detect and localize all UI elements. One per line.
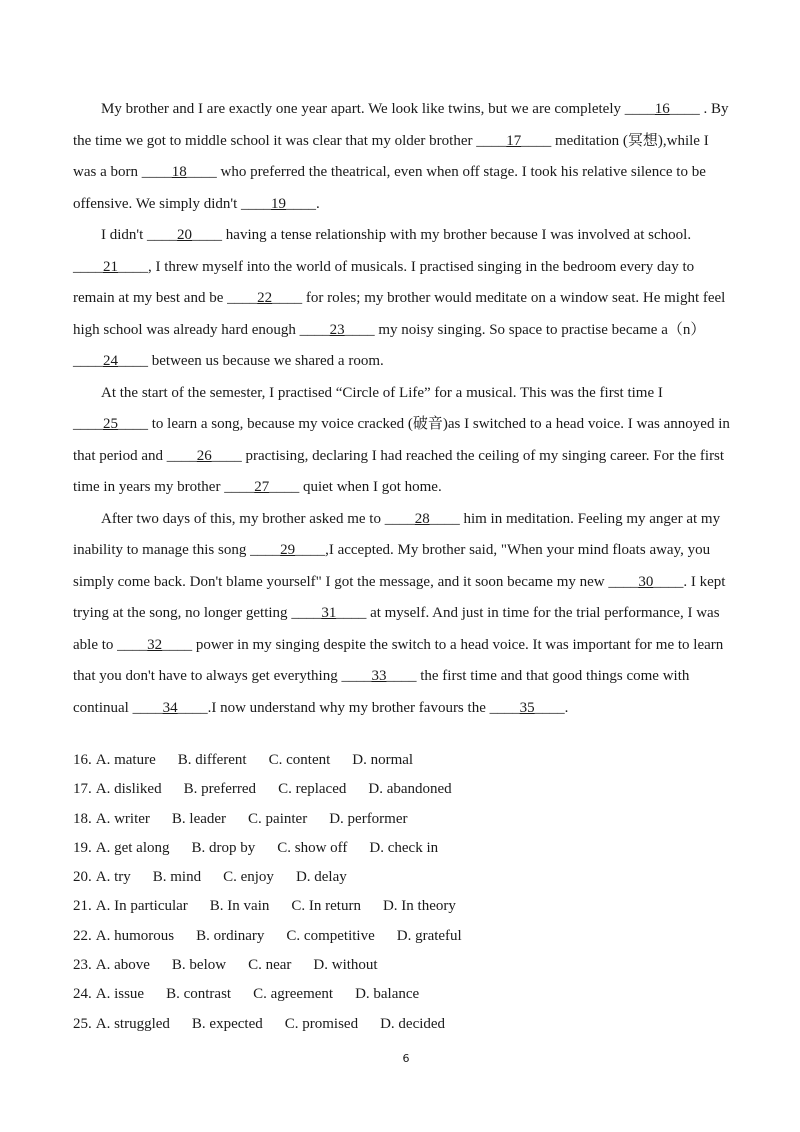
- cloze-blank: [625, 101, 700, 117]
- cloze-blank: [142, 164, 217, 180]
- passage-text: practising, declaring I had reached the ceiling of my singing career. For the first time in years my brother: [73, 447, 725, 495]
- answer-choice: D. check in: [369, 839, 439, 856]
- question-row: [73, 863, 733, 892]
- blank-line: ____: [336, 605, 367, 621]
- blank-line: ____: [286, 195, 317, 212]
- question-row: [73, 746, 733, 775]
- answer-choice: B. drop by: [191, 839, 256, 856]
- blank-line: ____: [250, 542, 281, 558]
- blank-line: ____: [299, 321, 330, 338]
- blank-number: 21: [103, 258, 118, 275]
- passage-text: At the start of the semester, I practised “Circle of Life” for a musical. This was the first time I: [101, 384, 663, 401]
- answer-choice: B. preferred: [183, 781, 257, 798]
- blank-line: ____: [534, 699, 565, 716]
- blank-number: 20: [177, 227, 193, 243]
- passage-text: quiet when I got home.: [299, 479, 442, 495]
- blank-line: ____: [669, 101, 700, 117]
- question-number: 20.: [73, 869, 92, 886]
- answer-choice: D. decided: [380, 1015, 446, 1032]
- answer-choice: C. agreement: [253, 986, 334, 1003]
- cloze-blank: [490, 700, 565, 716]
- blank-number: 16: [654, 101, 670, 117]
- passage-text: ,I accepted. My brother said, "When your mind floats away, you simply come back. Don't blame yourself" I got the message, and it soon became my new: [73, 542, 711, 590]
- answer-choice: D. normal: [352, 752, 414, 768]
- answer-choice: B. mind: [152, 869, 202, 886]
- answer-choice: C. enjoy: [223, 869, 274, 886]
- blank-number: 34: [162, 699, 178, 716]
- answer-choice: D. abandoned: [368, 781, 452, 798]
- blank-line: ____: [118, 258, 148, 275]
- blank-line: ____: [295, 542, 326, 558]
- question-number: 16.: [73, 752, 92, 768]
- passage-paragraph: [73, 220, 733, 378]
- blank-line: ____: [162, 636, 193, 653]
- blank-line: ____: [118, 353, 148, 369]
- blank-line: ____: [521, 132, 552, 149]
- question-row: [73, 775, 733, 804]
- page-number: 6: [402, 1052, 410, 1065]
- answer-choice: B. contrast: [166, 986, 232, 1003]
- answer-choice: C. In return: [291, 898, 361, 915]
- blank-line: ____: [341, 668, 372, 684]
- passage-text: I didn't: [101, 227, 148, 243]
- blank-number: 35: [519, 699, 535, 716]
- blank-line: ____: [118, 416, 148, 432]
- cloze-blank: [250, 542, 325, 558]
- answer-choice: B. expected: [191, 1015, 263, 1032]
- blank-line: ____: [608, 573, 639, 590]
- question-row: [73, 892, 733, 921]
- blank-line: ____: [384, 510, 415, 527]
- blank-number: 19: [271, 195, 287, 212]
- answer-choice: A. humorous: [95, 927, 175, 944]
- question-number: 17.: [73, 781, 92, 798]
- question-number: 18.: [73, 810, 92, 827]
- passage-text: the first time and that good things come with continual: [73, 668, 690, 716]
- blank-line: ____: [73, 416, 103, 432]
- blank-number: 30: [638, 573, 654, 590]
- passage-paragraph: [73, 504, 733, 725]
- answer-choice: A. In particular: [95, 898, 188, 915]
- answer-choice: C. near: [248, 957, 292, 974]
- answer-choice: B. different: [177, 752, 247, 768]
- blank-line: ____: [476, 132, 507, 149]
- blank-line: ____: [141, 164, 172, 180]
- blank-line: ____: [211, 447, 242, 464]
- answer-choice: D. grateful: [396, 927, 462, 944]
- question-row: [73, 980, 733, 1009]
- blank-number: 29: [280, 542, 296, 558]
- answer-choice: A. struggled: [95, 1015, 170, 1032]
- answer-choice: B. below: [171, 957, 227, 974]
- answer-choice: A. writer: [95, 810, 150, 827]
- cloze-blank: [73, 416, 148, 432]
- cloze-blank: [300, 322, 375, 338]
- answer-choice: C. promised: [284, 1015, 359, 1032]
- question-number: 19.: [73, 839, 92, 856]
- blank-line: ____: [186, 164, 217, 180]
- cloze-blank: [73, 259, 148, 275]
- question-row: [73, 922, 733, 951]
- question-number: 24.: [73, 986, 92, 1003]
- cloze-passage: [73, 94, 733, 724]
- cloze-blank: [133, 700, 208, 716]
- passage-text: at myself. And just in time for the trial performance, I was able to: [73, 605, 720, 653]
- passage-text: meditation (冥想),while I was a born: [73, 132, 709, 180]
- passage-text: .: [564, 699, 569, 716]
- blank-line: ____: [166, 447, 197, 464]
- blank-line: ____: [344, 321, 375, 338]
- passage-text: having a tense relationship with my brother because I was involved at school.: [222, 227, 692, 243]
- passage-text: .: [316, 195, 320, 212]
- passage-text: .I now understand why my brother favours the: [207, 699, 490, 716]
- blank-line: ____: [241, 195, 272, 212]
- blank-line: ____: [429, 510, 460, 527]
- blank-line: ____: [386, 668, 417, 684]
- blank-line: ____: [269, 479, 300, 495]
- cloze-blank: [341, 668, 416, 684]
- answer-choice: C. painter: [248, 810, 308, 827]
- answer-choice: A. above: [95, 957, 150, 974]
- blank-number: 25: [103, 416, 118, 432]
- blank-number: 18: [171, 164, 187, 180]
- cloze-blank: [241, 196, 316, 212]
- cloze-blank: [117, 637, 192, 653]
- passage-text: to learn a song, because my voice cracked (破音)as I switched to a head voice. I was annoyed in that period and: [73, 416, 730, 464]
- cloze-blank: [73, 353, 148, 369]
- answer-choice: D. delay: [295, 869, 347, 886]
- answer-choice: A. disliked: [95, 781, 162, 798]
- passage-text: for roles; my brother would meditate on a window seat. He might feel high school was already hard enough: [73, 290, 726, 338]
- question-row: [73, 951, 733, 980]
- cloze-blank: [608, 574, 683, 590]
- passage-text: power in my singing despite the switch to a head voice. It was important for me to learn that you don't have to always get everything: [73, 636, 724, 684]
- blank-number: 27: [254, 479, 270, 495]
- answer-choice: D. performer: [329, 810, 408, 827]
- cloze-blank: [167, 448, 242, 464]
- answer-choice: D. balance: [355, 986, 420, 1003]
- passage-text: who preferred the theatrical, even when off stage. I took his relative silence to be offensive. We simply didn't: [73, 164, 706, 212]
- blank-line: ____: [73, 353, 103, 369]
- cloze-blank: [291, 605, 366, 621]
- answer-choice: C. replaced: [278, 781, 347, 798]
- cloze-blank: [385, 511, 460, 527]
- answer-choice: C. show off: [277, 839, 348, 856]
- blank-line: ____: [291, 605, 322, 621]
- blank-line: ____: [177, 699, 208, 716]
- blank-line: ____: [147, 227, 178, 243]
- passage-text: After two days of this, my brother asked me to: [101, 510, 385, 527]
- answer-choice: A. issue: [95, 986, 145, 1003]
- blank-number: 23: [329, 321, 345, 338]
- answer-choice: A. mature: [95, 752, 156, 768]
- blank-number: 26: [196, 447, 212, 464]
- question-number: 25.: [73, 1015, 92, 1032]
- question-row: [73, 805, 733, 834]
- blank-number: 17: [506, 132, 522, 149]
- answer-choice: B. ordinary: [196, 927, 265, 944]
- passage-text: . By the time we got to middle school it was clear that my older brother: [73, 101, 729, 149]
- answer-choice: C. content: [268, 752, 331, 768]
- answer-choice: D. In theory: [382, 898, 456, 915]
- question-row: [73, 1010, 733, 1039]
- passage-paragraph: [73, 378, 733, 504]
- blank-line: ____: [653, 573, 684, 590]
- passage-text: My brother and I are exactly one year apart. We look like twins, but we are completely: [101, 101, 625, 117]
- passage-text: . I kept trying at the song, no longer getting: [73, 573, 726, 621]
- cloze-blank: [476, 133, 551, 149]
- blank-number: 24: [103, 353, 118, 369]
- question-row: [73, 834, 733, 863]
- passage-text: between us because we shared a room.: [148, 353, 384, 369]
- cloze-blank: [224, 479, 299, 495]
- question-number: 22.: [73, 927, 92, 944]
- cloze-blank: [227, 290, 302, 306]
- passage-paragraph: [73, 94, 733, 220]
- blank-line: ____: [272, 290, 303, 306]
- blank-line: ____: [227, 290, 258, 306]
- answer-choice: A. get along: [95, 839, 170, 856]
- answer-choice: D. without: [313, 957, 378, 974]
- passage-text: him in meditation. Feeling my anger at my inability to manage this song: [73, 510, 721, 558]
- passage-text: my noisy singing. So space to practise became a（n）: [374, 321, 706, 338]
- blank-line: ____: [73, 258, 103, 275]
- blank-number: 22: [257, 290, 273, 306]
- question-number: 21.: [73, 898, 92, 915]
- answer-choice: B. leader: [171, 810, 227, 827]
- blank-number: 31: [321, 605, 337, 621]
- blank-line: ____: [192, 227, 223, 243]
- passage-text: , I threw myself into the world of musicals. I practised singing in the bedroom every day to remain at my best and be: [73, 258, 695, 306]
- blank-number: 28: [414, 510, 430, 527]
- answer-choice: A. try: [95, 869, 131, 886]
- blank-line: ____: [132, 699, 163, 716]
- cloze-blank: [147, 227, 222, 243]
- blank-line: ____: [624, 101, 655, 117]
- blank-number: 32: [147, 636, 163, 653]
- answer-options: [73, 746, 733, 1039]
- answer-choice: B. In vain: [209, 898, 270, 915]
- blank-line: ____: [224, 479, 255, 495]
- answer-choice: C. competitive: [286, 927, 375, 944]
- blank-line: ____: [489, 699, 520, 716]
- blank-line: ____: [117, 636, 148, 653]
- question-number: 23.: [73, 957, 92, 974]
- blank-number: 33: [371, 668, 387, 684]
